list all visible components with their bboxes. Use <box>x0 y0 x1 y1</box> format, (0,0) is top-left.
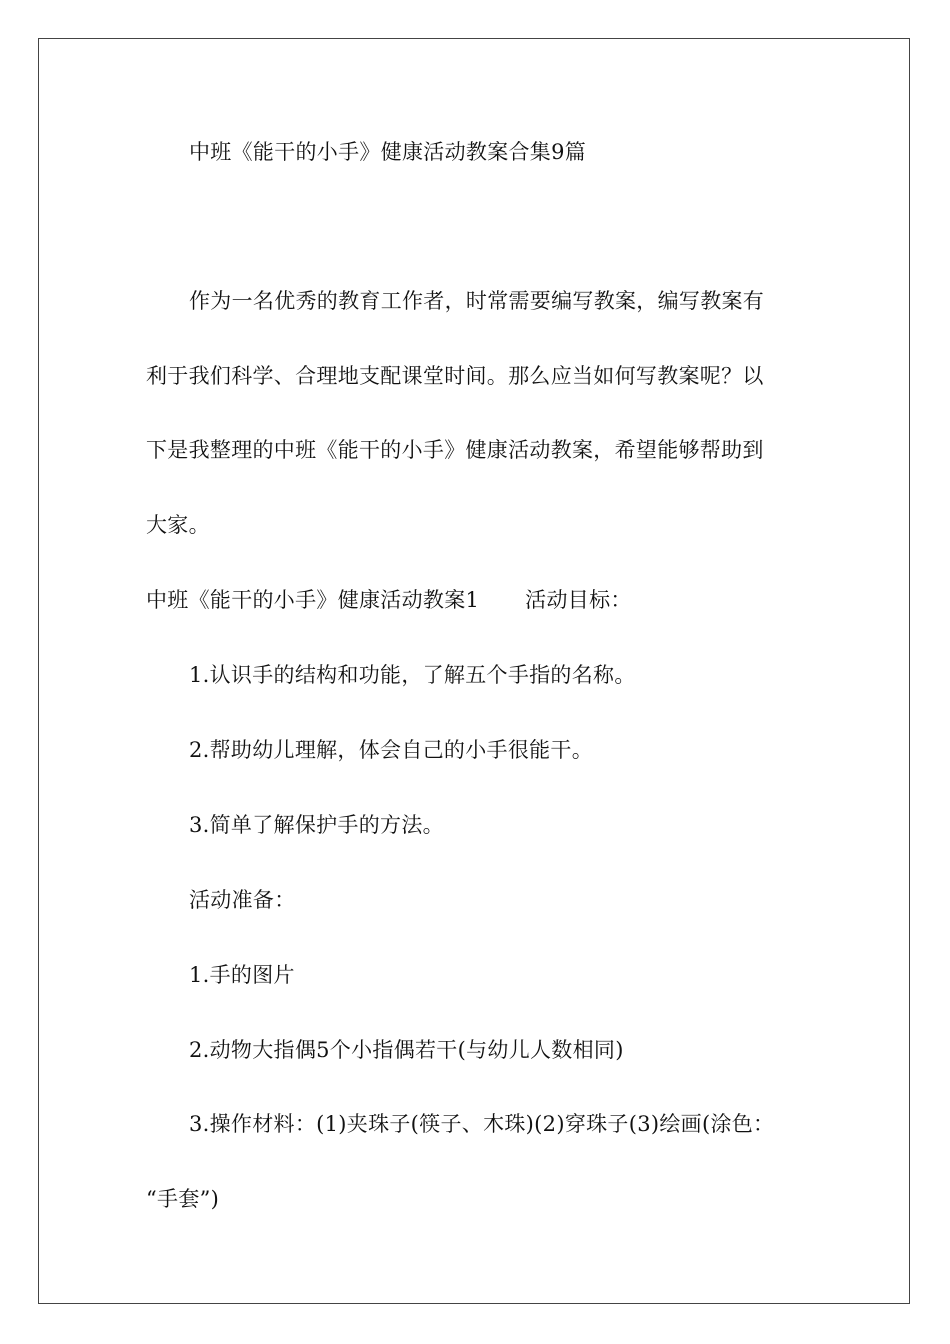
goal-item-2: 2.帮助幼儿理解，体会自己的小手很能干。 <box>189 738 594 762</box>
goals-label: 活动目标： <box>525 588 632 612</box>
prep-label: 活动准备： <box>189 888 296 912</box>
prep-item-1: 1.手的图片 <box>189 963 295 987</box>
goal-item-3: 3.简单了解保护手的方法。 <box>189 813 444 837</box>
prep-item-3-continued: “手套”) <box>146 1187 220 1211</box>
intro-line-3: 下是我整理的中班《能干的小手》健康活动教案，希望能够帮助到 <box>146 438 764 462</box>
document-title: 中班《能干的小手》健康活动教案合集9篇 <box>189 140 587 164</box>
intro-line-4: 大家。 <box>146 513 210 537</box>
prep-item-3: 3.操作材料：(1)夹珠子(筷子、木珠)(2)穿珠子(3)绘画(涂色： <box>189 1112 775 1136</box>
intro-line-1: 作为一名优秀的教育工作者，时常需要编写教案，编写教案有 <box>189 289 765 313</box>
section-heading: 中班《能干的小手》健康活动教案1 <box>146 588 480 612</box>
prep-item-2: 2.动物大指偶5个小指偶若干(与幼儿人数相同) <box>189 1038 624 1062</box>
intro-line-2: 利于我们科学、合理地支配课堂时间。那么应当如何写教案呢？以 <box>146 364 764 388</box>
goal-item-1: 1.认识手的结构和功能，了解五个手指的名称。 <box>189 663 636 687</box>
section-heading-row <box>146 586 632 614</box>
